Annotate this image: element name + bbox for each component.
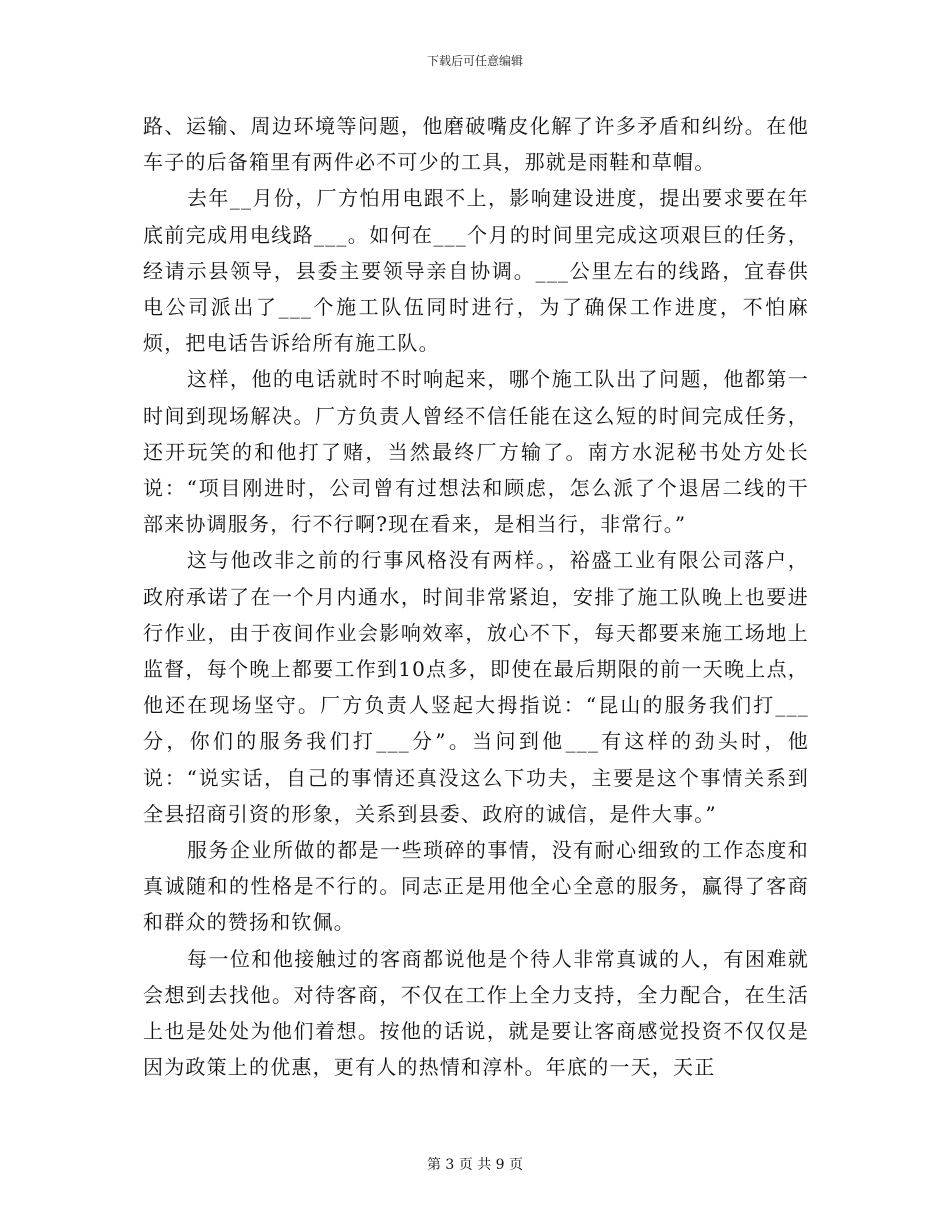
paragraph-3: 这样，他的电话就时不时响起来，哪个施工队出了问题，他都第一时间到现场解决。厂方负责人曾经不信任能在这么短的时间完成任务，还开玩笑的和他打了赌，当然最终厂方输了。南方水泥秘书处方处长说：“项目刚进时，公司曾有过想法和顾虑，怎么派了个退居二线的干部来协调服务，行不行啊?现在看来，是相当行，非常行。”	[143, 367, 809, 537]
paragraph-6: 每一位和他接触过的客商都说他是个待人非常真诚的人，有困难就会想到去找他。对待客商，不仅在工作上全力支持，全力配合，在生活上也是处处为他们着想。按他的话说，就是要让客商感觉投资不仅仅是因为政策上的优惠，更有人的热情和淳朴。年底的一天，天正	[143, 946, 809, 1080]
paragraph-4: 这与他改非之前的行事风格没有两样。，裕盛工业有限公司落户，政府承诺了在一个月内通水，时间非常紧迫，安排了施工队晚上也要进行作业，由于夜间作业会影响效率，放心不下，每天都要来施工场地上监督，每个晚上都要工作到10点多，即使在最后期限的前一天晚上点，他还在现场坚守。厂方负责人竖起大拇指说：“昆山的服务我们打___分，你们的服务我们打___分”。当问到他___有这样的劲头时，他说：“说实话，自己的事情还真没这么下功夫，主要是这个事情关系到全县招商引资的形象，关系到县委、政府的诚信，是件大事。”	[143, 548, 809, 826]
paragraph-2: 去年__月份，厂方怕用电跟不上，影响建设进度，提出要求要在年底前完成用电线路___。如何在___个月的时间里完成这项艰巨的任务，经请示县领导，县委主要领导亲自协调。___公里左右的线路，宜春供电公司派出了___个施工队伍同时进行，为了确保工作进度，不怕麻烦，把电话告诉给所有施工队。	[143, 186, 809, 356]
page-footer: 第 3 页 共 9 页	[426, 1157, 524, 1173]
page-header: 下载后可任意编辑	[426, 54, 523, 68]
paragraph-1: 路、运输、周边环境等问题，他磨破嘴皮化解了许多矛盾和纠纷。在他车子的后备箱里有两件必不可少的工具，那就是雨鞋和草帽。	[143, 114, 809, 175]
paragraph-5: 服务企业所做的都是一些琐碎的事情，没有耐心细致的工作态度和真诚随和的性格是不行的。同志正是用他全心全意的服务，赢得了客商和群众的赞扬和钦佩。	[143, 838, 809, 935]
document-body	[143, 108, 809, 1085]
